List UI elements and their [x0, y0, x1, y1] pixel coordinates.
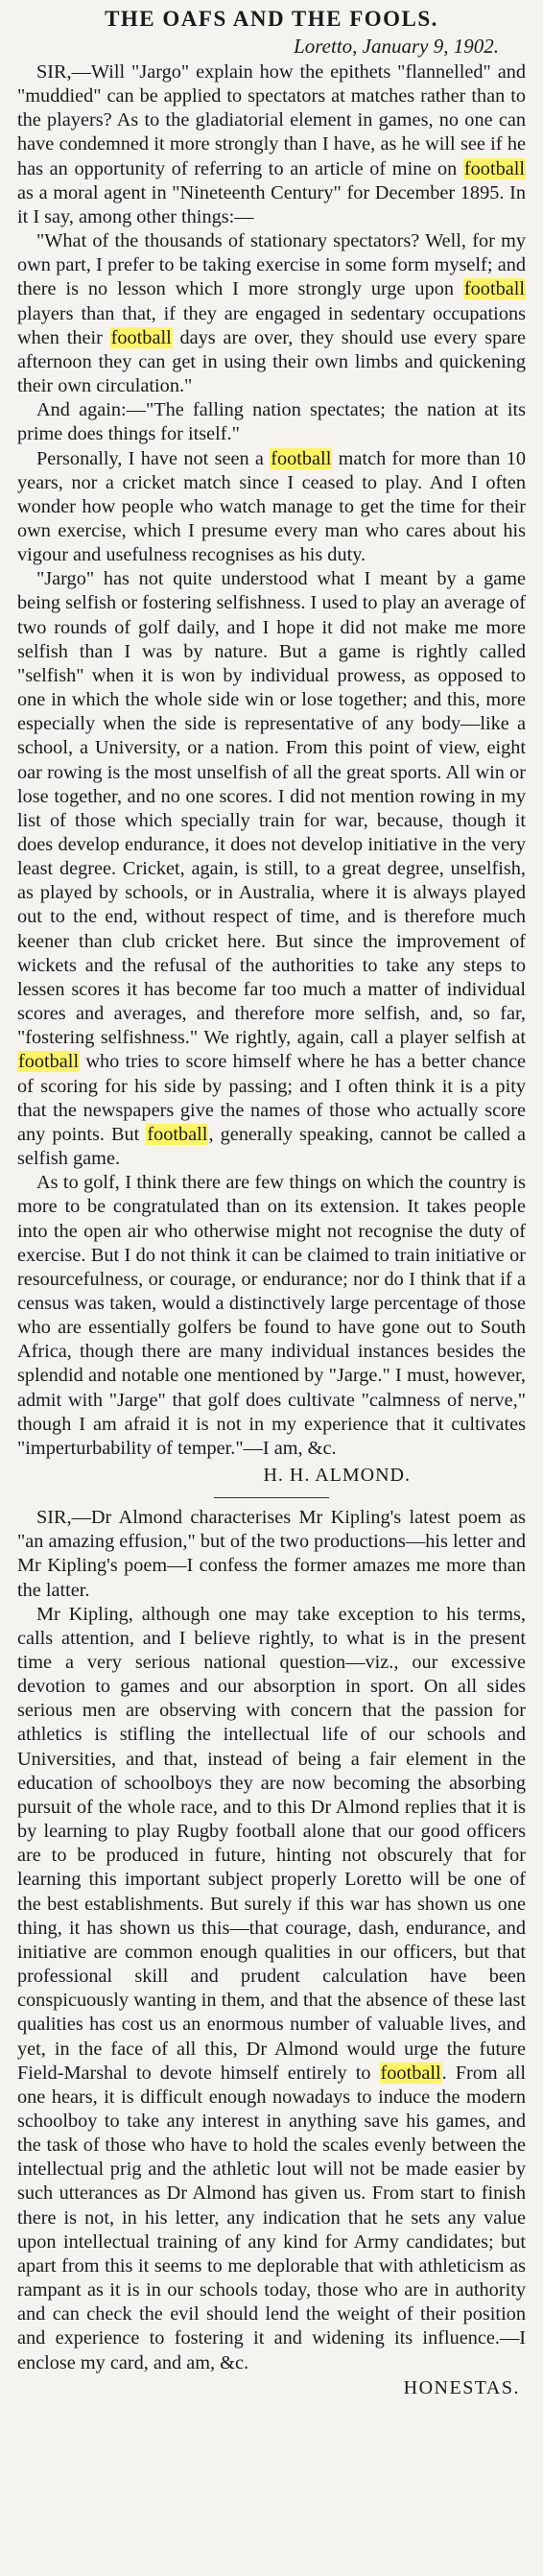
highlighted-term: football: [18, 1051, 80, 1073]
highlighted-term: football: [271, 447, 332, 469]
letter1-signature: H. H. ALMOND.: [263, 1465, 411, 1487]
highlighted-term: football: [463, 157, 525, 179]
letter2-signature: HONESTAS.: [403, 2376, 520, 2398]
highlighted-term: football: [110, 326, 172, 348]
dateline: Loretto, January 9, 1902.: [294, 35, 499, 58]
highlighted-term: football: [380, 2062, 441, 2084]
letter2-paragraph: Mr Kipling, although one may take exception to his terms, calls attention, and I believe rightly, to what is in the present time a very serious national question—viz., our excessive devotion to games and our absorption in sport. On all sides serious men are observing with concern that the passion for athletics is stifling the intellectual life of our schools and Universities, and that, instead of being a fair element in the education of schoolboys they are now becoming the absorbing pursuit of the whole race, and to this Dr Almond replies that it is by learning to play Rugby football alone that our good officers are to be produced in future, hinting not obscurely that for learning this important subject properly Loretto will be one of the best establishments. But surely if this war has shown us one thing, it has shown us this—that courage, dash, endurance, and initiative are common enough qualities in our officers, but that professional skill and prudent calculation have been conspicuously wanting in them, and that the absence of these last qualities has cost us an enormous number of valuable lives, and yet, in the face of all this, Dr Almond would urge the future Field-Marshal to devote himself entirely to football. From all one hears, it is difficult enough nowadays to induce the modern schoolboy to take any interest in anything save his games, and the task of those who have to hold the scales evenly between the intellectual prig and the athletic lout will not be made easier by such utterances as Dr Almond has given us. From start to finish there is not, in his letter, any indication that he sets any value upon intellectual training of any kind for Army candidates; but apart from this it seems to me deplorable that with athleticism as rampant as it is in our schools today, those who are in authority and can check the evil should lend the weight of their position and experience to fostering it and widening its influence.—I enclose my card, and am, &c.: [17, 1603, 526, 2373]
letter1-paragraph: And again:—"The falling nation spectates; the nation at its prime does things for itself.": [17, 399, 526, 445]
letter1-quote-paragraph: "What of the thousands of stationary spectators? Well, for my own part, I prefer to be taking exercise in some form myself; and there is no lesson which I more strongly urge upon football players than that, if they are engaged in sedentary occupations when their football days are over, they should use every spare afternoon they can get in using their own limbs and quickening their own circulation.": [17, 230, 526, 397]
headline: THE OAFS AND THE FOOLS.: [105, 7, 438, 31]
highlighted-term: football: [463, 278, 525, 300]
letter1-paragraph: "Jargo" has not quite understood what I meant by a game being selfish or fostering selfishness. I used to play an average of two rounds of golf daily, and I hope it did not make me more selfish than I was by nature. But a game is rightly called "selfish" when it is won by individual prowess, as opposed to one in which the whole side win or lose together; and this, more especially when the side is representative of any body—like a school, a University, or a nation. From this point of view, eight oar rowing is the most unselfish of all the great sports. All win or lose together, and no one scores. I did not mention rowing in my list of those which specially train for war, because, though it does develop endurance, it does not develop initiative in the very least degree. Cricket, again, is still, to a great degree, unselfish, as played by schools, or in Australia, where it is always played out to the end, without respect of time, and is therefore much keener than club cricket here. But since the improvement of wickets and the refusal of the authorities to take any steps to lessen scores it has become far too much a matter of individual scores and averages, and therefore more selfish, and, so far, "fostering selfishness." We rightly, again, call a player selfish at football who tries to score himself where he has a better chance of scoring for his side by passing; and I often think it is a pity that the newspapers give the names of those who actually score any points. But football, generally speaking, cannot be called a selfish game.: [17, 568, 526, 1170]
letter1-paragraph: SIR,—Will "Jargo" explain how the epithets "flannelled" and "muddied" can be applied to spectators at matches rather than to the players? As to the gladiatorial element in games, no one can have condemned it more strongly than I have, as he will see if he has an opportunity of referring to an article of mine on football as a moral agent in "Nineteenth Century" for December 1895. In it I say, among other things:—: [17, 61, 526, 227]
highlighted-term: football: [147, 1123, 208, 1145]
divider-rule: [214, 1497, 329, 1498]
letter1-paragraph: As to golf, I think there are few things on which the country is more to be congratulated than on its extension. It takes people into the open air who otherwise might not recognise the duty of exercise. But I do not think it can be claimed to train initiative or resourcefulness, or courage, or endurance; nor do I think that if a census was taken, would a distinctively large percentage of those who are essentially golfers be found to have gone out to South Africa, though there are many individual instances besides the splendid and notable one mentioned by "Jarge." I must, however, admit with "Jarge" that golf does cultivate "calmness of nerve," though I am afraid it is not in my experience that it cultivates "imperturbability of temper."—I am, &c.: [17, 1172, 526, 1459]
letter2-paragraph: SIR,—Dr Almond characterises Mr Kipling's latest poem as "an amazing effusion," but of the two productions—his letter and Mr Kipling's poem—I confess the former amazes me more than the latter.: [17, 1507, 526, 1601]
letter1-paragraph: Personally, I have not seen a football match for more than 10 years, nor a cricket match since I ceased to play. And I often wonder how people who watch manage to get the time for their own exercise, which I presume every man who cares about his vigour and usefulness recognises as his duty.: [17, 447, 526, 566]
